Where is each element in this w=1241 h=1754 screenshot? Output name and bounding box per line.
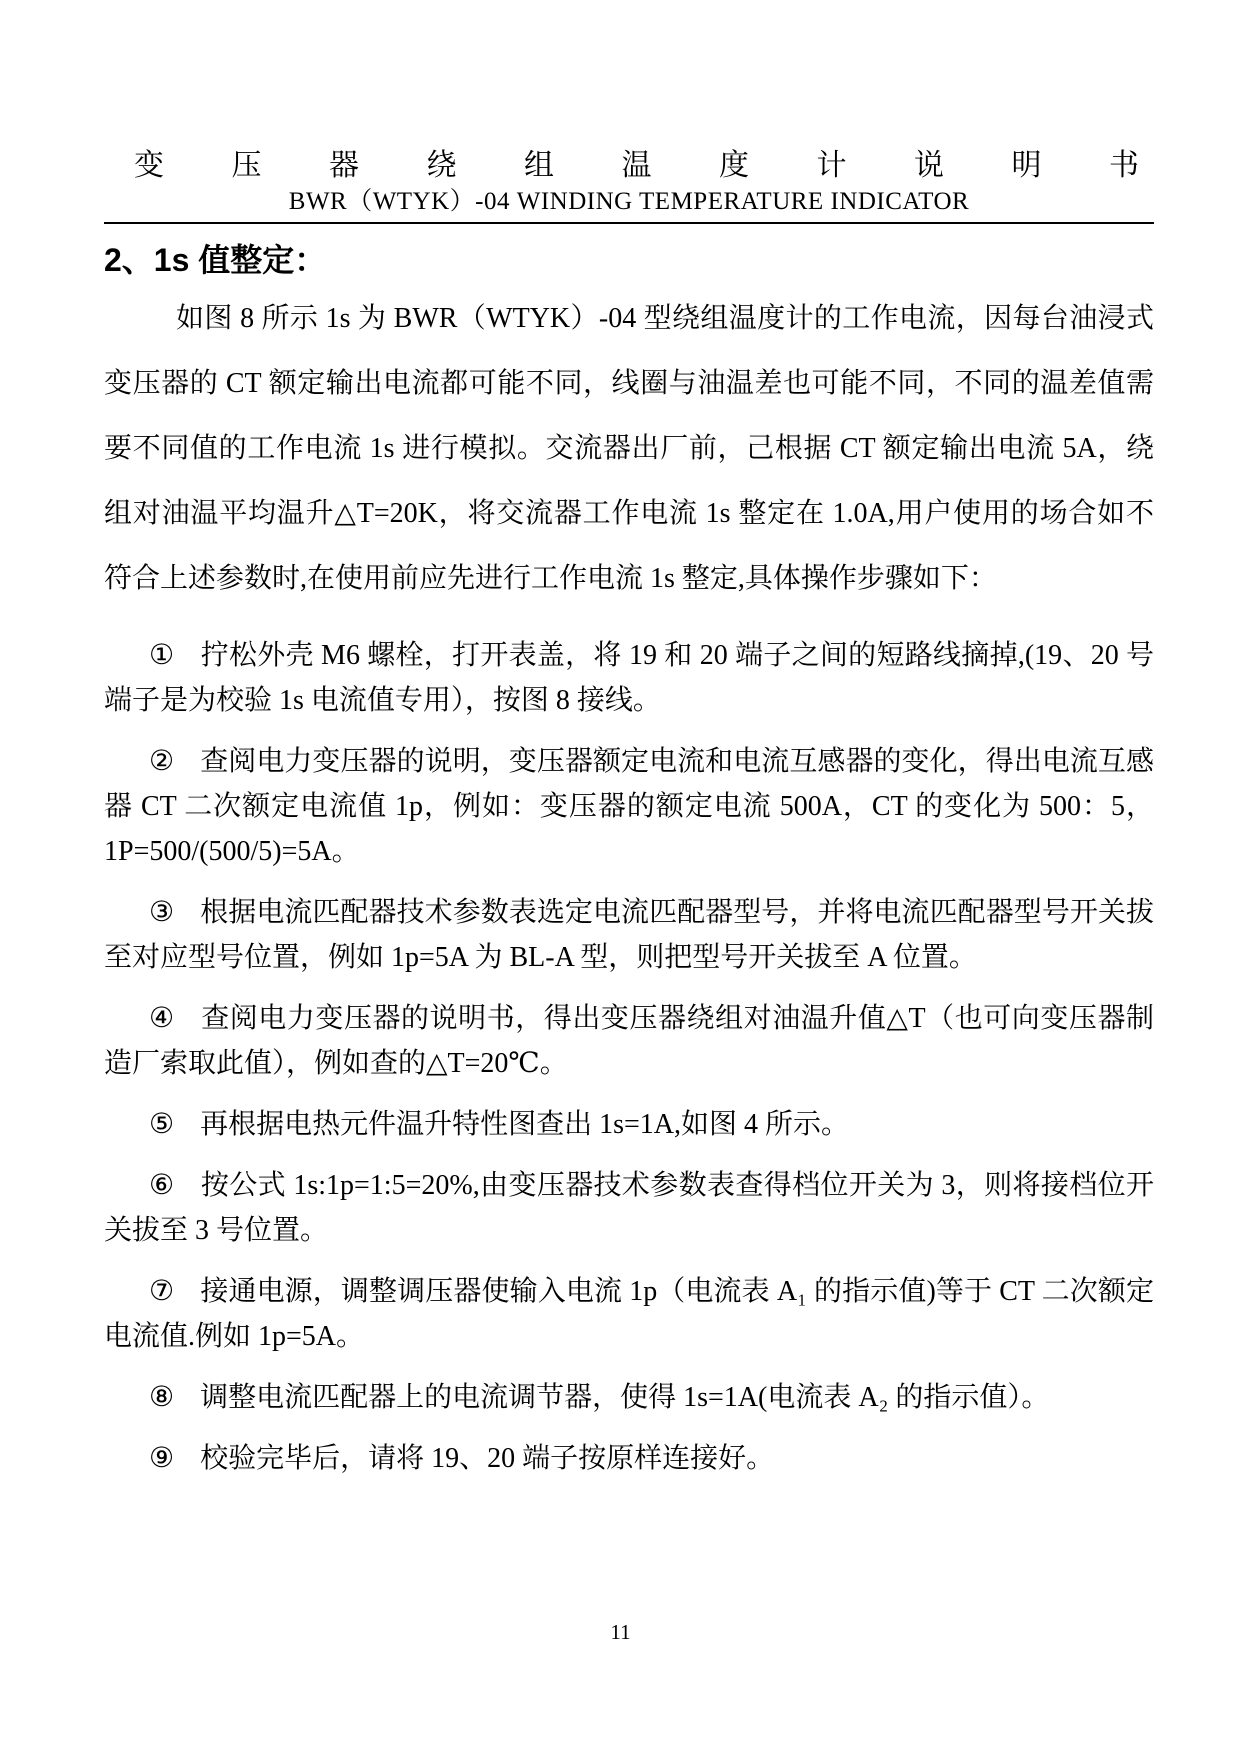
- step-item-9: [104, 1436, 1154, 1481]
- step-text: 查阅电力变压器的说明书，得出变压器绕组对油温升值△T（也可向变压器制造厂索取此值），例如查的△T=20℃。: [104, 1003, 1154, 1079]
- step-text: 再根据电热元件温升特性图查出 1s=1A,如图 4 所示。: [200, 1109, 850, 1140]
- page-number: 11: [610, 1620, 631, 1644]
- step-marker: ⑧: [149, 1382, 175, 1413]
- step-item-3: [104, 890, 1154, 980]
- step-marker: ④: [149, 1003, 175, 1034]
- step-text: 按公式 1s:1p=1:5=20%,由变压器技术参数表查得档位开关为 3，则将接档位开关拔至 3 号位置。: [104, 1170, 1154, 1246]
- step-item-2: [104, 739, 1154, 874]
- intro-paragraph: 如图 8 所示 1s 为 BWR（WTYK）-04 型绕组温度计的工作电流，因每台油浸式变压器的 CT 额定输出电流都可能不同，线圈与油温差也可能不同，不同的温差值需要不同值的工作电流 1s 进行模拟。交流器出厂前，己根据 CT 额定输出电流 5A，绕组对油温平均温升△T=20K，将交流器工作电流 1s 整定在 1.0A,用户使用的场合如不符合上述参数时,在使用前应先进行工作电流 1s 整定,具体操作步骤如下：: [104, 303, 1154, 594]
- document-header: [104, 149, 1169, 224]
- step-item-4: [104, 996, 1154, 1086]
- step-text: 查阅电力变压器的说明，变压器额定电流和电流互感器的变化，得出电流互感器 CT 二次额定电流值 1p，例如：变压器的额定电流 500A，CT 的变化为 500：5，1P=500/(500/5)=5A。: [104, 746, 1154, 867]
- step-marker: ⑥: [149, 1170, 175, 1201]
- step-item-7: [104, 1269, 1154, 1359]
- step-text: 拧松外壳 M6 螺栓，打开表盖，将 19 和 20 端子之间的短路线摘掉,(19、20 号端子是为校验 1s 电流值专用），按图 8 接线。: [104, 640, 1154, 716]
- step-text: 调整电流匹配器上的电流调节器，使得 1s=1A(电流表 A₂ 的指示值）。: [200, 1382, 1050, 1413]
- step-text: 接通电源，调整调压器使输入电流 1p（电流表 A₁ 的指示值)等于 CT 二次额定电流值.例如 1p=5A。: [104, 1276, 1154, 1352]
- step-marker: ③: [149, 897, 175, 928]
- step-marker: ⑨: [149, 1443, 175, 1474]
- step-marker: ②: [149, 746, 175, 777]
- step-item-1: [104, 633, 1154, 723]
- document-title-english: BWR（WTYK）-04 WINDING TEMPERATURE INDICATOR: [288, 188, 970, 215]
- steps-list: [104, 633, 1154, 1481]
- step-marker: ⑦: [149, 1276, 175, 1307]
- step-item-8: [104, 1375, 1154, 1420]
- step-item-6: [104, 1163, 1154, 1253]
- step-marker: ⑤: [149, 1109, 175, 1140]
- step-marker: ①: [149, 640, 175, 671]
- document-title-chinese: 变 压 器 绕 组 温 度 计 说 明 书: [134, 149, 1169, 182]
- step-item-5: [104, 1102, 1154, 1147]
- step-text: 校验完毕后，请将 19、20 端子按原样连接好。: [200, 1443, 775, 1474]
- step-text: 根据电流匹配器技术参数表选定电流匹配器型号，并将电流匹配器型号开关拔至对应型号位置，例如 1p=5A 为 BL-A 型，则把型号开关拔至 A 位置。: [104, 897, 1154, 973]
- section-heading: 2、1s 值整定：: [104, 242, 327, 278]
